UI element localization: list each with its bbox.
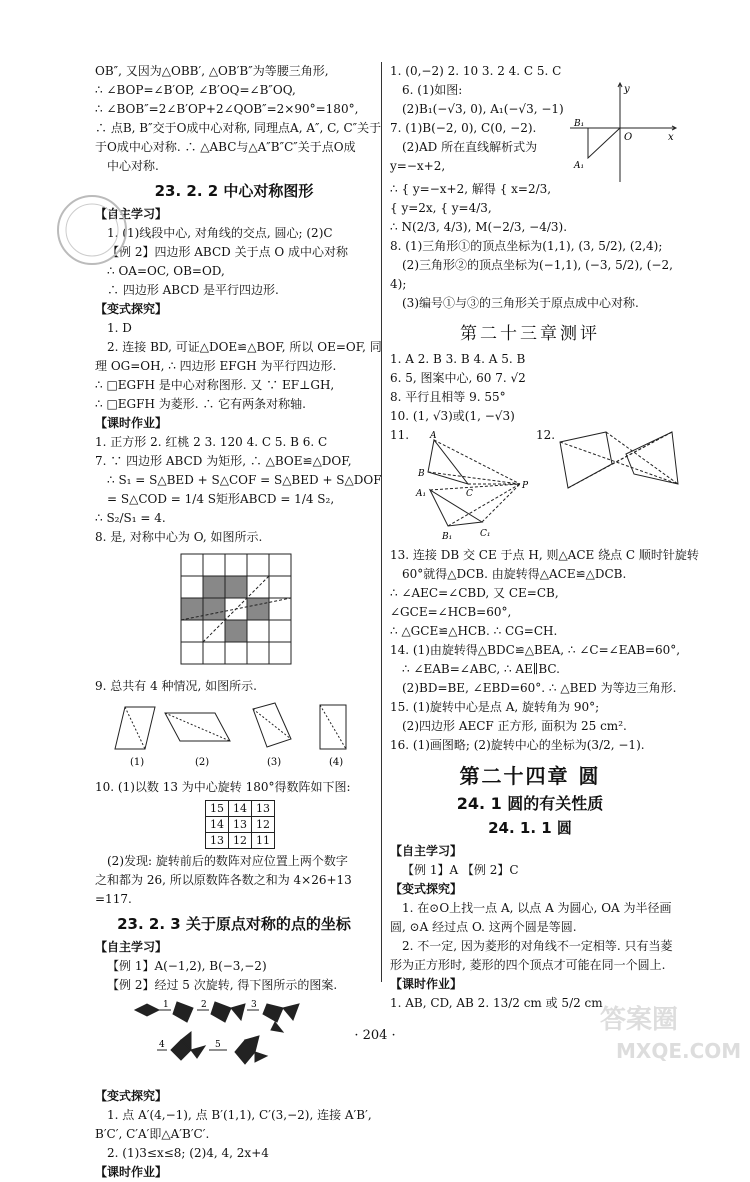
arrow-number: 4 xyxy=(159,1040,165,1050)
text-line: (2)AD 所在直线解析式为 xyxy=(402,140,538,154)
fig-label: (3) xyxy=(267,757,282,768)
question-number: 12. xyxy=(536,428,556,442)
arrow-number: 2 xyxy=(201,1000,207,1010)
question-number: 11. xyxy=(390,428,410,442)
figures-11-12 xyxy=(390,426,670,546)
fig-label: (1) xyxy=(130,757,145,768)
tag-bianshi: 【变式探究】 xyxy=(95,302,168,316)
axis-label: B₁ xyxy=(574,119,585,129)
page-number: · 204 · xyxy=(354,1028,396,1043)
text-line: 【例 1】A(−1,2), B(−3,−2) xyxy=(107,959,267,973)
chapter-review-title: 第二十三章测评 xyxy=(460,324,600,344)
text-line: 8. 平行且相等 9. 55° xyxy=(390,390,506,404)
page-number-value: 204 xyxy=(362,1028,388,1043)
text-line: 1. AB, CD, AB 2. 13/2 cm 或 5/2 cm xyxy=(390,996,603,1010)
tag-zizhu: 【自主学习】 xyxy=(95,940,168,954)
text-line: 8. (1)三角形①的顶点坐标为(1,1), (3, 5/2), (2,4); xyxy=(390,239,663,253)
subsection-title: 24. 1. 1 圆 xyxy=(488,819,572,837)
grid-cell: 12 xyxy=(252,817,275,833)
text-line: ∴ N(2/3, 4/3), M(−2/3, −4/3). xyxy=(390,220,568,234)
text-line: (2)三角形②的顶点坐标为(−1,1), (−3, 5/2), (−2, xyxy=(402,258,673,272)
watermark-cn: 答案圈 xyxy=(600,1005,679,1035)
fig-label: (2) xyxy=(195,757,210,768)
text-line: 【例 2】经过 5 次旋转, 得下图所示的图案. xyxy=(107,978,338,992)
grid-cell: 15 xyxy=(206,801,229,817)
text-line: 6. (1)如图: xyxy=(402,83,463,97)
point-label: B xyxy=(418,469,425,479)
text-line: 1. (0,−2) 2. 10 3. 2 4. C 5. C xyxy=(390,64,562,78)
fig-label: (4) xyxy=(329,757,344,768)
tag-keshi: 【课时作业】 xyxy=(390,977,463,991)
text-line: 10. (1, √3)或(1, −√3) xyxy=(390,409,515,423)
text-line: (3)编号①与③的三角形关于原点成中心对称. xyxy=(402,296,639,310)
arrow-number: 3 xyxy=(251,1000,257,1010)
text-line: ∴ 四边形 ABCD 是平行四边形. xyxy=(107,283,279,297)
text-line: 1. A 2. B 3. B 4. A 5. B xyxy=(390,352,526,366)
section-title: 24. 1 圆的有关性质 xyxy=(456,794,604,813)
text-line: B′C′, C′A′即△A′B′C′. xyxy=(95,1127,210,1141)
text-line: ∠GCE=∠HCB=60°, xyxy=(390,605,512,619)
text-line: 【例 1】A 【例 2】C xyxy=(402,863,519,877)
tag-bianshi: 【变式探究】 xyxy=(390,882,463,896)
axis-label: A₁ xyxy=(574,161,585,171)
text-line: 10. (1)以数 13 为中心旋转 180°得数阵如下图: xyxy=(95,780,351,794)
bowtie-figure xyxy=(554,426,682,506)
point-label: C xyxy=(466,489,473,499)
text-line: (2)B₁(−√3, 0), A₁(−√3, −1) xyxy=(402,102,564,116)
text-line: ∴ { y=−x+2, 解得 { x=2/3, xyxy=(390,182,552,196)
watermark-logo xyxy=(580,1000,750,1065)
text-line: 6. 5, 图案中心, 60 7. √2 xyxy=(390,371,526,385)
tag-keshi: 【课时作业】 xyxy=(95,1165,168,1179)
tag-zizhu: 【自主学习】 xyxy=(95,207,168,221)
grid-cell: 13 xyxy=(206,833,229,849)
text-line: 1. D xyxy=(107,321,132,335)
point-label: P xyxy=(522,481,529,491)
text-line: ∴ S₁ = S△BED + S△COF = S△BED + S△DOF xyxy=(107,473,382,487)
text-line: 圆, ⊙A 经过点 O. 这两个圆是等圆. xyxy=(390,920,577,934)
point-label: A xyxy=(430,431,437,441)
text-line: 1. 点 A′(4,−1), 点 B′(1,1), C′(3,−2), 连接 A′B′, xyxy=(107,1108,372,1122)
text-line: 13. 连接 DB 交 CE 于点 H, 则△ACE 绕点 C 顺时针旋转 xyxy=(390,548,699,562)
text-line: 8. 是, 对称中心为 O, 如图所示. xyxy=(95,530,263,544)
text-line: 60°就得△DCB. 由旋转得△ACE≌△DCB. xyxy=(402,567,627,581)
parallelogram-figures xyxy=(95,699,373,769)
point-label: A₁ xyxy=(416,489,427,499)
text-line: (2)四边形 AECF 正方形, 面积为 25 cm². xyxy=(402,719,627,733)
text-line: y=−x+2, xyxy=(390,159,446,173)
axis-label: x xyxy=(668,132,674,143)
column-divider xyxy=(381,62,382,982)
text-line: 4); xyxy=(390,277,407,291)
text-line: OB″, 又因为△OBB′, △OB′B″为等腰三角形, xyxy=(95,64,329,78)
grid-cell: 13 xyxy=(252,801,275,817)
point-label: C₁ xyxy=(480,529,491,539)
text-line: ∴ S₂/S₁ = 4. xyxy=(95,511,166,525)
text-line: 2. (1)3≤x≤8; (2)4, 4, 2x+4 xyxy=(107,1146,269,1160)
rotation-triangles-figure xyxy=(408,426,538,544)
right-column xyxy=(390,62,699,1013)
watermark-url: MXQE.COM xyxy=(616,1039,742,1063)
text-line: ∴ ∠EAB=∠ABC, ∴ AE∥BC. xyxy=(402,662,560,676)
text-line: (2)发现: 旋转前后的数阵对应位置上两个数字 xyxy=(107,854,348,868)
text-line: 于O成中心对称. ∴ △ABC与△A″B″C″关于点O成 xyxy=(95,140,356,154)
text-line: 1. 正方形 2. 红桃 2 3. 120 4. C 5. B 6. C xyxy=(95,435,328,449)
left-column xyxy=(95,62,382,1182)
text-line: 1. 在⊙O上找一点 A, 以点 A 为圆心, OA 为半径画 xyxy=(402,901,672,915)
text-line: 7. (1)B(−2, 0), C(0, −2). xyxy=(390,121,537,135)
text-line: { y=2x, { y=4/3, xyxy=(390,201,492,215)
grid-cell: 12 xyxy=(229,833,252,849)
text-line: =117. xyxy=(95,892,132,906)
text-line: 7. ∵ 四边形 ABCD 为矩形, ∴ △BOE≌△DOF, xyxy=(95,454,352,468)
section-title: 23. 2. 3 关于原点对称的点的坐标 xyxy=(117,915,351,933)
text-line: 1. (1)线段中心, 对角线的交点, 圆心; (2)C xyxy=(107,226,333,240)
section-title: 23. 2. 2 中心对称图形 xyxy=(154,182,314,200)
text-line: ∴ 点B, B″交于O成中心对称, 同理点A, A″, C, C″关于 xyxy=(95,121,382,135)
text-line: 2. 连接 BD, 可证△DOE≌△BOF, 所以 OE=OF, 同 xyxy=(107,340,382,354)
arrow-number: 5 xyxy=(215,1040,221,1050)
text-line: 之和都为 26, 所以原数阵各数之和为 4×26+13 xyxy=(95,873,352,887)
grid-figure xyxy=(95,550,373,668)
text-line: (2)BD=BE, ∠EBD=60°. ∴ △BED 为等边三角形. xyxy=(402,681,677,695)
text-line: 14. (1)由旋转得△BDC≌△BEA, ∴ ∠C=∠EAB=60°, xyxy=(390,643,681,657)
watermark-stamp-icon xyxy=(52,190,132,270)
text-line: 理 OG=OH, ∴ 四边形 EFGH 为平行四边形. xyxy=(95,359,337,373)
text-line: = S△COD = 1/4 S矩形ABCD = 1/4 S₂, xyxy=(107,492,335,506)
coordinate-axes-figure xyxy=(568,82,680,187)
text-line: ∴ ∠BOB″=2∠B′OP+2∠QOB″=2×90°=180°, xyxy=(95,102,359,116)
grid-cell: 14 xyxy=(206,817,229,833)
text-line: ∴ ∠BOP=∠B′OP, ∠B′OQ=∠B″OQ, xyxy=(95,83,296,97)
tag-keshi: 【课时作业】 xyxy=(95,416,168,430)
grid-cell: 11 xyxy=(252,833,275,849)
tag-zizhu: 【自主学习】 xyxy=(390,844,463,858)
axis-label: y xyxy=(624,84,630,95)
axis-label: O xyxy=(624,132,633,143)
text-line: 中心对称. xyxy=(107,159,159,173)
text-line: 【例 2】四边形 ABCD 关于点 O 成中心对称 xyxy=(107,245,349,259)
number-grid xyxy=(205,800,275,849)
text-line: ∴ OA=OC, OB=OD, xyxy=(107,264,225,278)
chapter-title: 第二十四章 圆 xyxy=(459,764,601,788)
text-line: 16. (1)画图略; (2)旋转中心的坐标为(3/2, −1). xyxy=(390,738,645,752)
text-line: ∴ □EGFH 是中心对称图形. 又 ∵ EF⊥GH, xyxy=(95,378,335,392)
text-line: 15. (1)旋转中心是点 A, 旋转角为 90°; xyxy=(390,700,600,714)
text-line: ∴ □EGFH 为菱形. ∴ 它有两条对称轴. xyxy=(95,397,306,411)
arrow-number: 1 xyxy=(163,1000,169,1010)
text-line: ∴ ∠AEC=∠CBD, 又 CE=CB, xyxy=(390,586,559,600)
grid-cell: 13 xyxy=(229,817,252,833)
point-label: B₁ xyxy=(442,532,453,542)
text-line: 2. 不一定, 因为菱形的对角线不一定相等. 只有当菱 xyxy=(402,939,673,953)
text-line: ∴ △GCE≌△HCB. ∴ CG=CH. xyxy=(390,624,558,638)
grid-cell: 14 xyxy=(229,801,252,817)
tag-bianshi: 【变式探究】 xyxy=(95,1089,168,1103)
text-line: 9. 总共有 4 种情况, 如图所示. xyxy=(95,679,257,693)
text-line: 形为正方形时, 菱形的四个顶点才可能在同一个圆上. xyxy=(390,958,666,972)
